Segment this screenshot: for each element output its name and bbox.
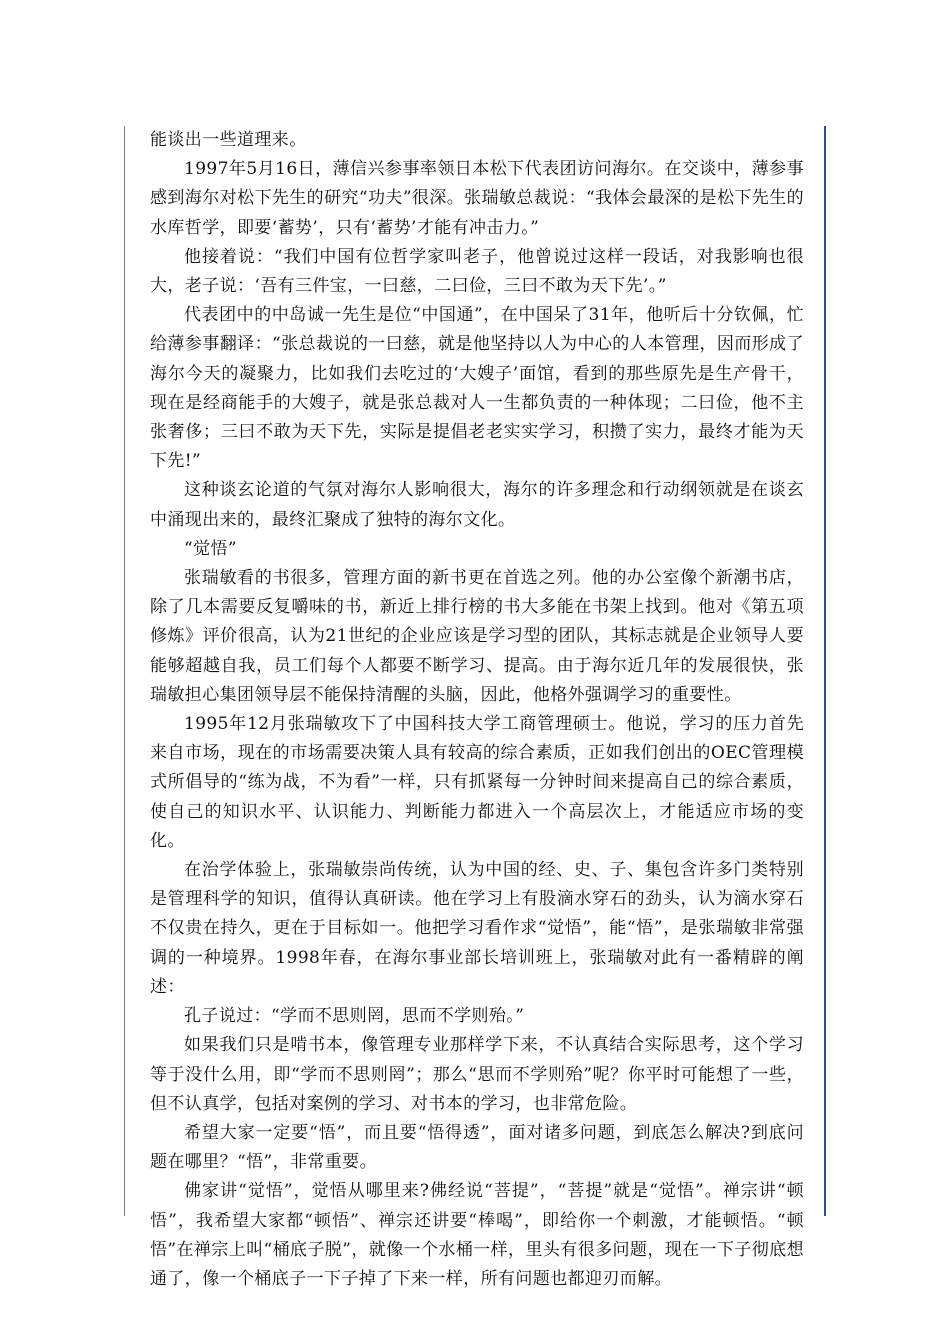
paragraph: 如果我们只是啃书本，像管理专业那样学下来，不认真结合实际思考，这个学习等于没什么用，即“学而不思则罔”；那么“思而不学则殆”呢？你平时可能想了一些，但不认真学，包括对案例的学习、对书本的学习，也非常危险。 [150, 1035, 804, 1114]
paragraph: 这种谈玄论道的气氛对海尔人影响很大，海尔的许多理念和行动纲领就是在谈玄中涌现出来的，最终汇聚成了独特的海尔文化。 [150, 480, 804, 530]
paragraph: 希望大家一定要“悟”，而且要“悟得透”，面对诸多问题，到底怎么解决?到底问题在哪里？“悟”，非常重要。 [150, 1122, 804, 1173]
body-text [150, 126, 804, 1294]
paragraph: 在治学体验上，张瑞敏崇尚传统，认为中国的经、史、子、集包含许多门类特别是管理科学的知识，值得认真研读。他在学习上有股滴水穿石的劲头，认为滴水穿石不仅贵在持久，更在于目标如一。他把学习看作求“觉悟”，能“悟”，是张瑞敏非常强调的一种境界。1998年春，在海尔事业部长培训班上，张瑞敏对此有一番精辟的阐述： [150, 860, 804, 997]
paragraph: 能谈出一些道理来。 [150, 130, 307, 150]
left-margin-rule [124, 126, 125, 1216]
paragraph: 他接着说：“我们中国有位哲学家叫老子，他曾说过这样一段话，对我影响也很大，老子说：‘吾有三件宝，一曰慈，二曰俭，三曰不敢为天下先’。” [150, 246, 804, 297]
right-margin-rule [824, 126, 826, 1216]
section-heading: “觉悟” [184, 538, 237, 559]
paragraph: 1995年12月张瑞敏攻下了中国科技大学工商管理硕士。他说，学习的压力首先来自市场，现在的市场需要决策人具有较高的综合素质，正如我们创出的OEC管理模式所倡导的“练为战，不为看”一样，只有抓紧每一分钟时间来提高自己的综合素质，使自己的知识水平、认识能力、判断能力都进入一个高层次上，才能适应市场的变化。 [150, 714, 804, 851]
paragraph: 孔子说过：“学而不思则罔，思而不学则殆。” [184, 1006, 525, 1027]
paragraph: 张瑞敏看的书很多，管理方面的新书更在首选之列。他的办公室像个新潮书店，除了几本需要反复嚼味的书，新近上排行榜的书大多能在书架上找到。他对《第五项修炼》评价很高，认为21世纪的企业应该是学习型的团队，其标志就是企业领导人要能够超越自我，员工们每个人都要不断学习、提高。由于海尔近几年的发展很快，张瑞敏担心集团领导层不能保持清醒的头脑，因此，他格外强调学习的重要性。 [150, 568, 804, 705]
paragraph: 佛家讲“觉悟”，觉悟从哪里来?佛经说“菩提”，“菩提”就是“觉悟”。禅宗讲“顿悟”，我希望大家都“顿悟”、禅宗还讲要“棒喝”，即给你一个刺激，才能顿悟。“顿悟”在禅宗上叫“桶底子脱”，就像一个水桶一样，里头有很多问题，现在一下子彻底想通了，像一个桶底子一下子掉了下来一样，所有问题也都迎刃而解。 [150, 1181, 804, 1289]
paragraph: 1997年5月16日，薄信兴参事率领日本松下代表团访问海尔。在交谈中，薄参事感到海尔对松下先生的研究“功夫”很深。张瑞敏总裁说：“我体会最深的是松下先生的水库哲学，即要‘蓄势’，只有‘蓄势’才能有冲击力。” [150, 159, 804, 238]
paragraph: 代表团中的中岛诚一先生是位“中国通”，在中国呆了31年，他听后十分钦佩，忙给薄参事翻译：“张总裁说的一曰慈，就是他坚持以人为中心的人本管理，因而形成了海尔今天的凝聚力，比如我们去吃过的‘大嫂子’面馆，看到的那些原先是生产骨干，现在是经商能手的大嫂子，就是张总裁对人一生都负责的一种体现；二曰俭，他不主张奢侈；三曰不敢为天下先，实际是提倡老老实实学习，积攒了实力，最终才能为天下先!” [150, 305, 804, 472]
